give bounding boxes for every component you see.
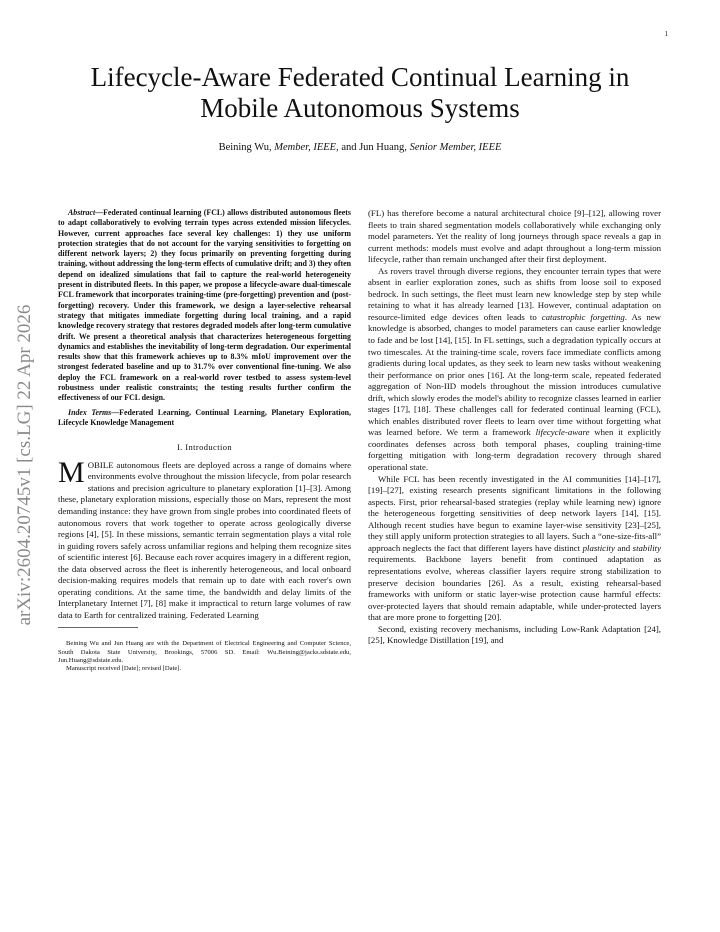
right-paragraph-1: (FL) has therefore become a natural architectural choice [9]–[12], allowing rover fleets to train shared segmentation models collaboratively while exchanging only model parameters. Yet the reality of long journeys through space reveals a gap in current methods: models must evolve and adapt throughout a long-term mission lifecycle, rather than remain unchanged after their first deployment. xyxy=(368,208,661,265)
term-lifecycle-aware: lifecycle-aware xyxy=(535,427,590,438)
right-paragraph-3-and: and xyxy=(614,542,633,553)
paper-title: Lifecycle-Aware Federated Continual Learning in Mobile Autonomous Systems xyxy=(90,62,630,123)
right-column xyxy=(368,208,661,647)
right-paragraph-2-a: As rovers travel through diverse regions, they encounter terrain types that were absent in earlier exploration zones, such as shifts from loose soil to exposed bedrock. In such settings, the fleet must learn new knowledge step by step while retaining to what it has already learned [13]. However, continual adaptation on resource-limited edge devices often leads to xyxy=(368,265,661,322)
arxiv-stamp[interactable]: arXiv:2604.20745v1 [cs.LG] 22 Apr 2026 xyxy=(14,304,35,626)
footnote-rule xyxy=(58,627,138,628)
footnote xyxy=(58,640,351,673)
left-column xyxy=(58,208,351,673)
right-paragraph-2 xyxy=(368,266,661,474)
intro-paragraph-1-text: OBILE autonomous fleets are deployed across a range of domains where environments evolve throughout the mission lifecycle, from polar research stations and precision agriculture to planetary exploration [1]–[3]. Among these, planetary exploration missions, especially those on Mars, represent the most demanding instance: they have grown from single probes into coordinated fleets of autonomous rovers that work together to operate across geologically diverse regions [4], [5]. In these missions, semantic terrain segmentation plays a vital role in guiding rovers safely across unfamiliar regions and helping them recognize sites of scientific interest [6]. Because each rover acquires imagery in a different region, the data observed across the fleet is inherently heterogeneous, and local onboard decision-making requires models that remain up to date with each rover's own operating conditions. At the same time, the bandwidth and delay limits of the Interplanetary Internet [7], [8] make it impractical to return large volumes of raw data to Earth for centralized training. Federated Learning xyxy=(58,459,351,620)
intro-paragraph-1 xyxy=(58,455,351,622)
term-catastrophic-forgetting: catastrophic forgetting xyxy=(541,311,625,322)
index-terms-text: —Federated Learning, Continual Learning, Planetary Exploration, Lifecycle Knowledge Management xyxy=(58,407,352,427)
footnote-manuscript: Manuscript received [Date]; revised [Date]. xyxy=(66,665,182,673)
author-2: and Jun Huang, xyxy=(341,142,407,153)
term-plasticity: plasticity xyxy=(582,542,615,553)
footnote-affiliation: Beining Wu and Jun Huang are with the Department of Electrical Engineering and Computer Science, South Dakota State University, Brookings, 57006 SD. Email: Wu.Beining@jacks.sdstate.edu, Jun.Huang@sdstate.edu. xyxy=(58,640,351,664)
author-1: Beining Wu, xyxy=(218,142,272,153)
abstract-label: Abstract xyxy=(68,208,96,217)
term-stability: stability xyxy=(632,542,662,553)
right-paragraph-3-b: requirements. Backbone layers benefit from continued adaptation as representations evolve, whereas classifier layers require strong stabilization to preserve decision boundaries [26]. As a result, existing rehearsal-based frameworks with uniform or static layer-wise protection cause harmful effects: over-protected layers that should remain adaptable, while under-protected layers that are more prone to forgetting [20]. xyxy=(368,554,661,623)
right-paragraph-4: Second, existing recovery mechanisms, including Low-Rank Adaptation [24], [25], Knowledge Distillation [19], and xyxy=(368,623,661,646)
right-paragraph-2-c: when it explicitly coordinates defenses across both temporal phases, coupling training-time forgetting mitigation with long-term degradation recovery through shared operational state. xyxy=(368,427,662,473)
drop-cap: M xyxy=(58,455,85,489)
arxiv-stamp-container xyxy=(12,0,38,932)
right-paragraph-3 xyxy=(368,474,661,624)
author-2-role: Senior Member, IEEE xyxy=(409,142,502,153)
index-terms-label: Index Terms xyxy=(68,407,112,417)
abstract-text: —Federated continual learning (FCL) allows distributed autonomous fleets to adapt collaboratively to evolving terrain types across extended mission lifecycles. However, current approaches face several key challenges: 1) they use uniform protection strategies that do not account for the varying sensitivities to forgetting on different network layers; 2) they focus primarily on preventing forgetting during training, without addressing the long-term effects of cumulative drift; and 3) they often depend on idealized simulations that fail to capture the real-world heterogeneity present in distributed fleets. In this paper, we propose a lifecycle-aware dual-timescale FCL framework that incorporates training-time (pre-forgetting) prevention and (post-forgetting) recovery. Under this framework, we design a layer-selective rehearsal strategy that mitigates immediate forgetting during local training, and a rapid knowledge recovery strategy that restores degraded models after long-term cumulative drift. We present a theoretical analysis that characterizes heterogeneous forgetting dynamics and establishes the inevitability of long-term degradation. Our experimental results show that this framework achieves up to 8.3% mIoU improvement over the strongest federated baseline and up to 31.7% over conventional fine-tuning. We also deploy the FCL framework on a real-world rover testbed to assess system-level robustness under realistic constraints; the testing results further confirm the effectiveness of our FCL design. xyxy=(58,208,351,403)
right-paragraph-2-b: . As new knowledge is absorbed, changes to model parameters can cause earlier knowledge to fade and be lost [14], [15]. In FL settings, such a degradation typically occurs at two timescales. At the training-time scale, rovers face immediate conflicts among gradients during local updates, as they seek to learn new tasks without weakening their performance on prior ones [16]. At the long-term scale, repeated federated aggregation of Non-IID models throughout the mission introduces cumulative drift, which slowly erodes the model's ability to recognize classes learned in earlier stages [17], [18]. These challenges call for federated continual learning (FCL), which enables distributed rover fleets to learn over time without forgetting what was learned before. We term a framework xyxy=(368,311,661,438)
author-line xyxy=(60,142,660,153)
abstract xyxy=(58,208,351,404)
index-terms xyxy=(58,408,351,429)
section-heading-introduction: I. Introduction xyxy=(176,442,233,453)
author-1-role: Member, IEEE, xyxy=(274,142,339,153)
page-number: 1 xyxy=(664,30,668,38)
right-paragraph-3-a: While FCL has been recently investigated in the AI communities [14]–[17], [19]–[27], existing research presents significant limitations in the following aspects. First, prior rehearsal-based strategies (replay while learning new) ignore the heterogeneous forgetting sensitivities of deep network layers [14], [15]. Although recent studies have begun to examine layer-wise sensitivity [23]–[25], they still apply uniform protection strategies to all layers. Such a “one-size-fits-all” approach neglects the fact that different layers have distinct xyxy=(368,473,661,553)
